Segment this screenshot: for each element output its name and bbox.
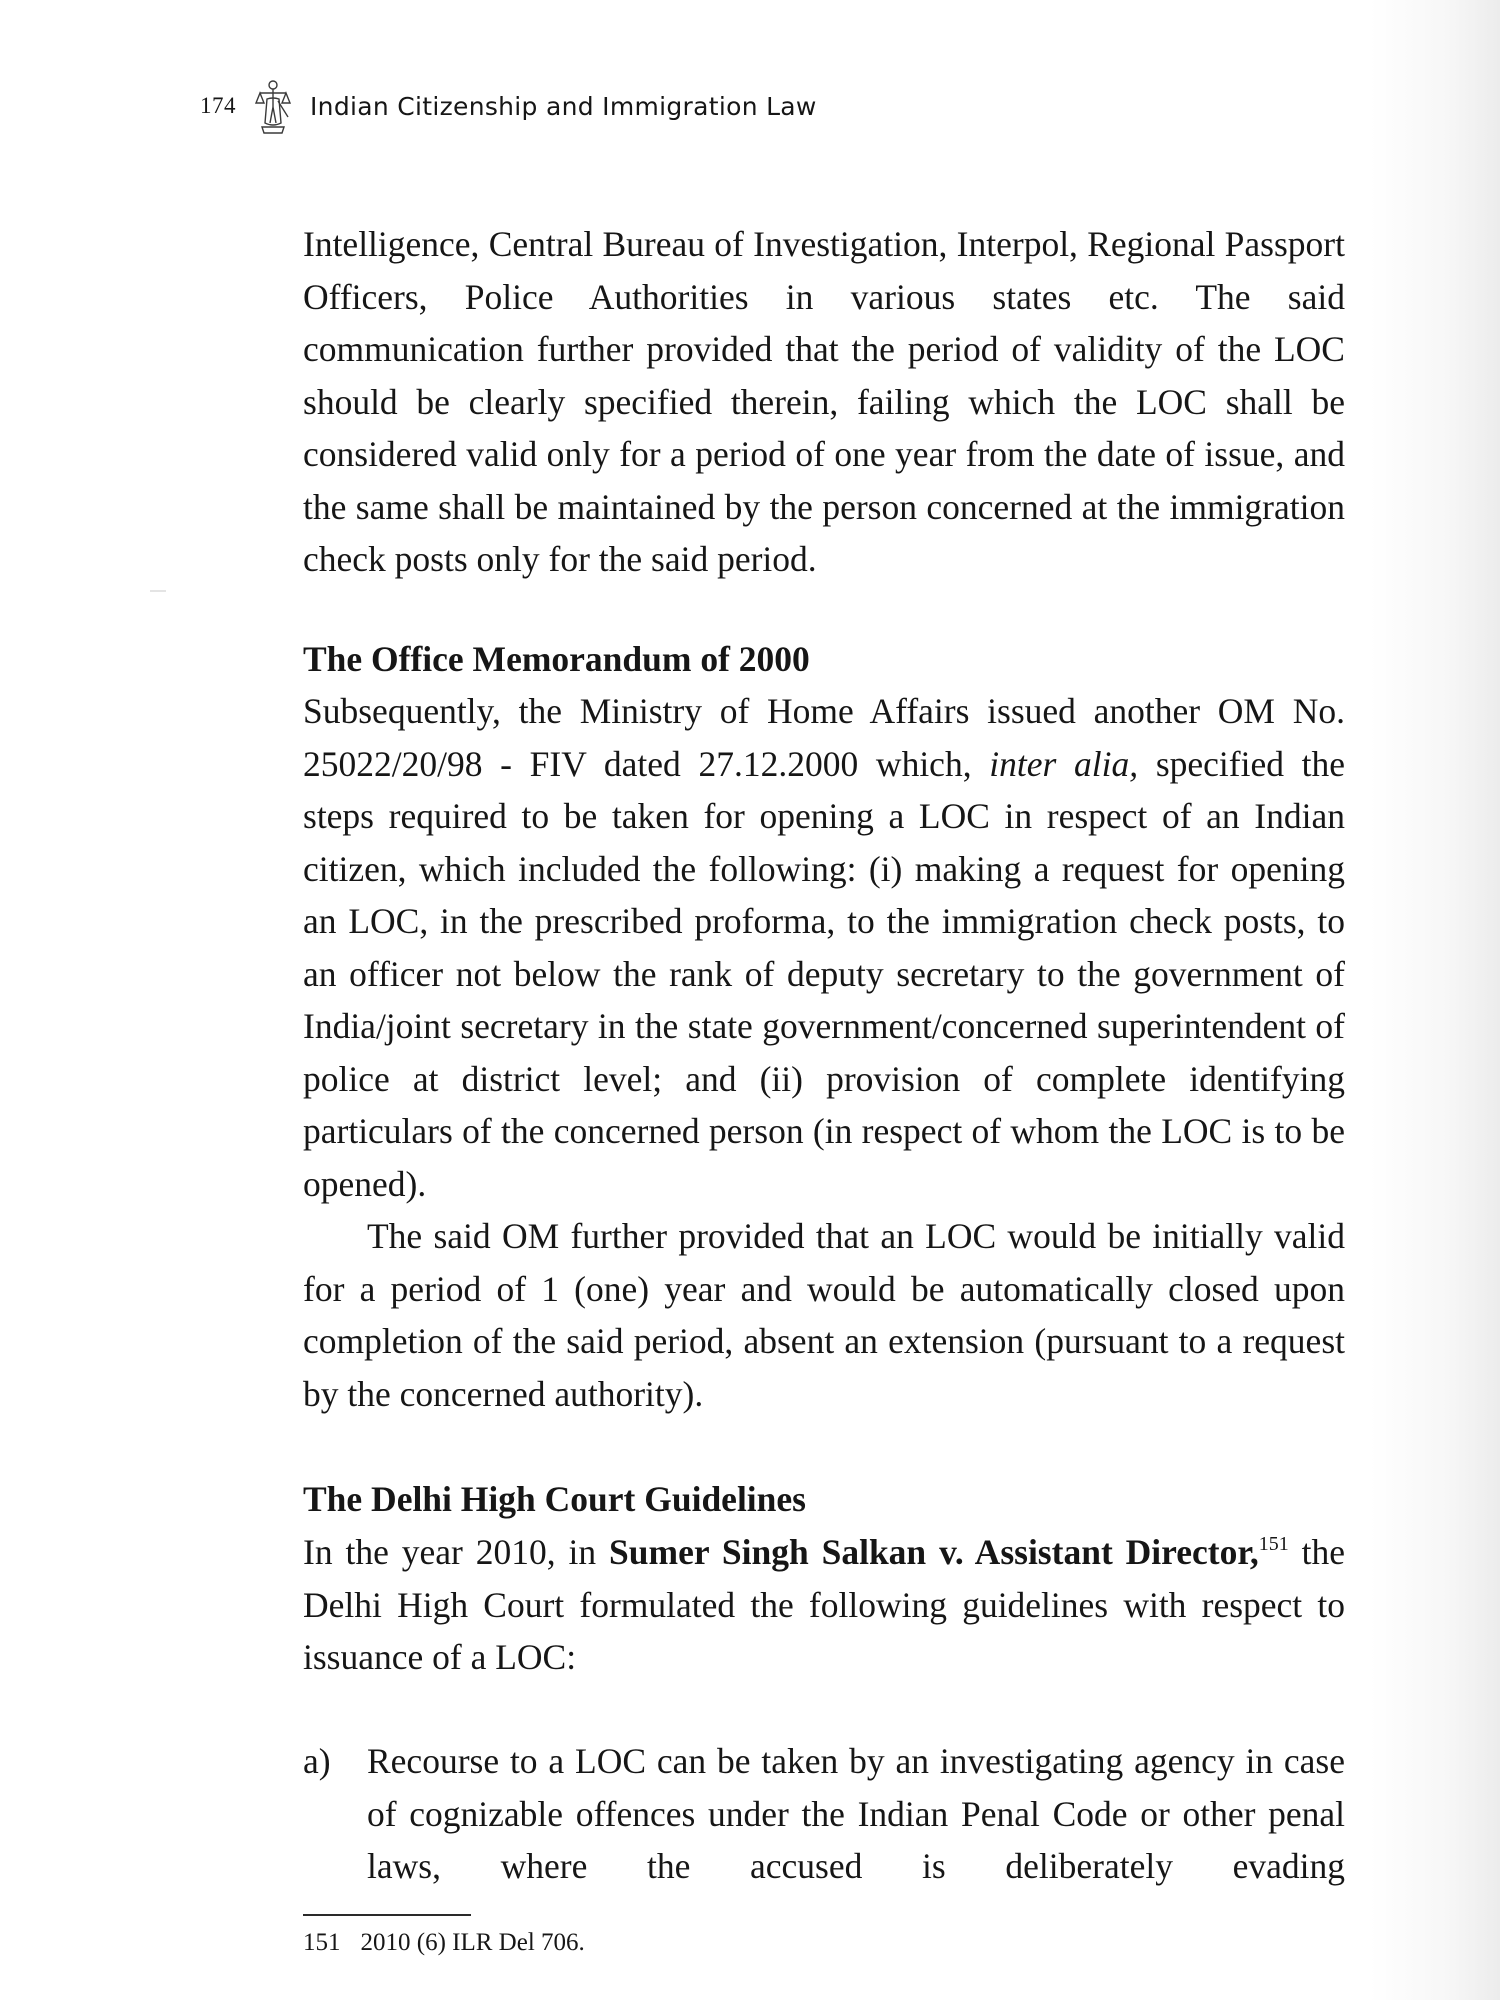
running-title: Indian Citizenship and Immigration Law (310, 91, 817, 121)
footnote (303, 1925, 585, 1961)
office-p1-after: specified the steps required to be taken for opening a LOC in respect of an Indian citizen, which included the following: (i) making a request for opening an LOC, in the prescribed proforma, to the immigration check posts, to an officer not below the rank of deputy secretary to the government of India/joint secretary in the state government/concerned superintendent of police at district level; and (ii) provision of complete identifying particulars of the concerned person (in respect of whom the LOC is to be opened). (303, 743, 1346, 1204)
paragraph-continued (303, 218, 1345, 586)
delhi-p1-after: the Delhi High Court formulated the following guidelines with respect to issuance of a LOC: (303, 1532, 1346, 1677)
page-gutter-shadow (1370, 0, 1500, 2000)
inter-alia-italic: inter alia, (989, 743, 1139, 784)
heading-delhi-high-court: The Delhi High Court Guidelines (303, 1479, 806, 1519)
list-item-label: a) (303, 1741, 331, 1781)
delhi-paragraph-1 (303, 1526, 1345, 1684)
office-paragraph-1 (303, 685, 1345, 1210)
delhi-p1-before: In the year 2010, in (303, 1532, 597, 1572)
office-p1-before: Subsequently, the Ministry of Home Affairs issued another OM No. 25022/20/98 - FIV dated 27.12.2000 which, (303, 691, 1345, 784)
footnote-rule (303, 1914, 471, 1916)
case-citation: Sumer Singh Salkan v. Assistant Director, (609, 1532, 1259, 1572)
justice-emblem-icon (250, 77, 296, 135)
page-number: 174 (200, 93, 236, 118)
footnote-reference: 151 (1258, 1533, 1289, 1555)
list-item-text: Recourse to a LOC can be taken by an investigating agency in case of cognizable offences under the Indian Penal Code or other penal laws, where the accused is deliberately evading (367, 1741, 1345, 1886)
section-delhi-body (303, 1526, 1345, 1684)
heading-office-memorandum: The Office Memorandum of 2000 (303, 639, 810, 679)
running-head (200, 78, 817, 134)
footnote-text: 2010 (6) ILR Del 706. (360, 1929, 585, 1956)
office-paragraph-2: The said OM further provided that an LOC would be initially valid for a period of 1 (one) year and would be automatically closed upon completion of the said period, absent an extension (pursuant to a request by the concerned authority). (303, 1216, 1345, 1414)
paragraph-1-text: Intelligence, Central Bureau of Investigation, Interpol, Regional Passport Officers, Police Authorities in various states etc. The said communication further provided that the period of validity of the LOC should be clearly specified therein, failing which the LOC shall be considered valid only for a period of one year from the date of issue, and the same shall be maintained by the person concerned at the immigration check posts only for the said period. (303, 224, 1345, 579)
list-item (303, 1735, 1345, 1893)
footnote-number: 151 (303, 1929, 341, 1956)
section-office-body (303, 685, 1345, 1420)
margin-mark (150, 590, 166, 592)
